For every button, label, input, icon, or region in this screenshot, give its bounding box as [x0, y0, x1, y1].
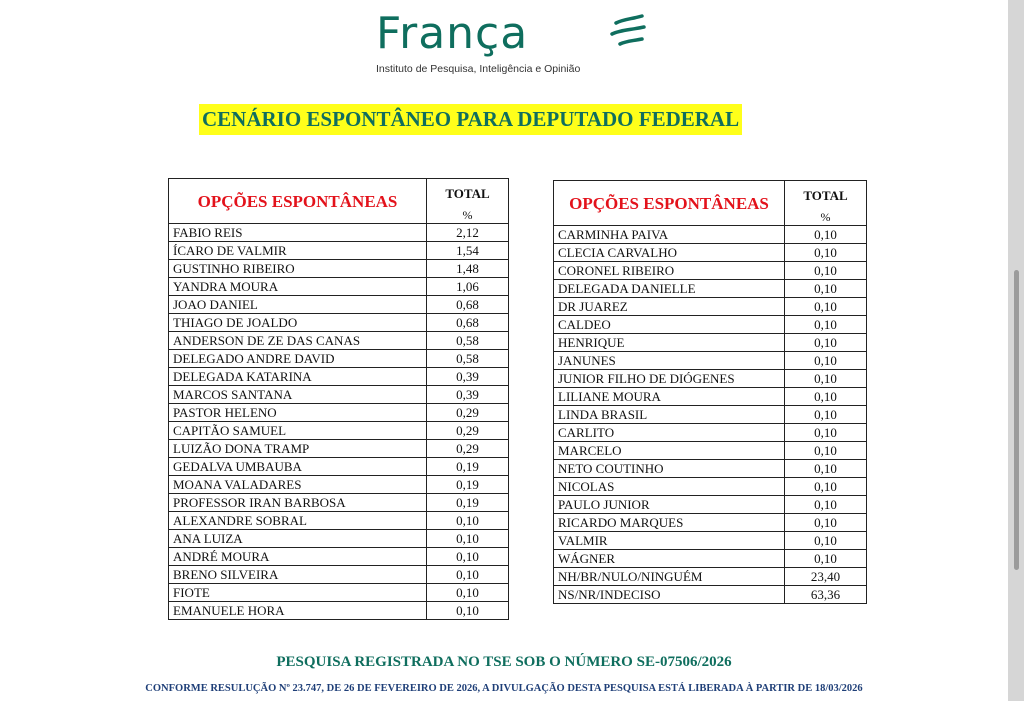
percent-value: 0,10 — [785, 352, 867, 370]
percent-value: 0,10 — [785, 550, 867, 568]
table-row — [554, 442, 867, 460]
candidate-name: CLECIA CARVALHO — [554, 244, 785, 262]
table-row — [169, 584, 509, 602]
scrollbar-thumb[interactable] — [1014, 270, 1019, 570]
table-row — [169, 440, 509, 458]
percent-value: 0,10 — [785, 244, 867, 262]
candidate-name: FABIO REIS — [169, 224, 427, 242]
logo-tagline: Instituto de Pesquisa, Inteligência e Opinião — [376, 63, 581, 75]
percent-value: 0,29 — [427, 404, 509, 422]
percent-value: 0,68 — [427, 314, 509, 332]
candidate-name: DELEGADO ANDRE DAVID — [169, 350, 427, 368]
results-table-left — [168, 178, 509, 620]
candidate-name: LILIANE MOURA — [554, 388, 785, 406]
candidate-name: MARCOS SANTANA — [169, 386, 427, 404]
percent-value: 0,29 — [427, 440, 509, 458]
percent-value: 0,10 — [785, 406, 867, 424]
candidate-name: GEDALVA UMBAUBA — [169, 458, 427, 476]
table-row — [169, 350, 509, 368]
table-row — [169, 386, 509, 404]
percent-value: 0,29 — [427, 422, 509, 440]
percent-value: 0,10 — [427, 602, 509, 620]
percent-value: 0,10 — [427, 512, 509, 530]
table-row — [169, 278, 509, 296]
table-row — [554, 496, 867, 514]
logo-mark-icon — [598, 14, 648, 50]
candidate-name: GUSTINHO RIBEIRO — [169, 260, 427, 278]
candidate-name: VALMIR — [554, 532, 785, 550]
table-row — [554, 262, 867, 280]
percent-value: 0,10 — [427, 530, 509, 548]
table-row — [554, 550, 867, 568]
table-row — [554, 514, 867, 532]
table-row — [169, 368, 509, 386]
table-row — [169, 530, 509, 548]
percent-value: 0,58 — [427, 350, 509, 368]
percent-value: 0,10 — [785, 442, 867, 460]
table-row — [169, 566, 509, 584]
vertical-scrollbar[interactable] — [1008, 0, 1024, 701]
percent-value: 63,36 — [785, 586, 867, 604]
percent-value: 0,39 — [427, 368, 509, 386]
table-row — [169, 458, 509, 476]
percent-value: 0,10 — [785, 424, 867, 442]
candidate-name: NS/NR/INDECISO — [554, 586, 785, 604]
candidate-name: LINDA BRASIL — [554, 406, 785, 424]
options-header: OPÇÕES ESPONTÂNEAS — [554, 181, 785, 226]
table-row — [554, 532, 867, 550]
candidate-name: ANDRÉ MOURA — [169, 548, 427, 566]
candidate-name: MARCELO — [554, 442, 785, 460]
table-row — [169, 260, 509, 278]
candidate-name: RICARDO MARQUES — [554, 514, 785, 532]
table-row — [554, 406, 867, 424]
table-row — [169, 494, 509, 512]
table-row — [169, 332, 509, 350]
percent-value: 0,10 — [785, 532, 867, 550]
table-row — [554, 568, 867, 586]
table-row — [169, 602, 509, 620]
candidate-name: THIAGO DE JOALDO — [169, 314, 427, 332]
percent-value: 0,10 — [785, 496, 867, 514]
total-header: TOTAL — [427, 179, 509, 208]
table-row — [554, 280, 867, 298]
percent-value: 0,10 — [785, 370, 867, 388]
table-row — [554, 388, 867, 406]
page-title: CENÁRIO ESPONTÂNEO PARA DEPUTADO FEDERAL — [199, 104, 742, 135]
candidate-name: PROFESSOR IRAN BARBOSA — [169, 494, 427, 512]
table-row — [169, 224, 509, 242]
candidate-name: PASTOR HELENO — [169, 404, 427, 422]
table-row — [169, 476, 509, 494]
table-row — [554, 334, 867, 352]
percent-value: 0,19 — [427, 476, 509, 494]
candidate-name: CORONEL RIBEIRO — [554, 262, 785, 280]
table-row — [554, 586, 867, 604]
table-row — [554, 424, 867, 442]
percent-value: 1,54 — [427, 242, 509, 260]
candidate-name: LUIZÃO DONA TRAMP — [169, 440, 427, 458]
candidate-name: DELEGADA DANIELLE — [554, 280, 785, 298]
table-row — [554, 478, 867, 496]
candidate-name: DELEGADA KATARINA — [169, 368, 427, 386]
table-row — [169, 422, 509, 440]
percent-value: 0,10 — [785, 280, 867, 298]
candidate-name: HENRIQUE — [554, 334, 785, 352]
candidate-name: DR JUAREZ — [554, 298, 785, 316]
candidate-name: YANDRA MOURA — [169, 278, 427, 296]
options-header: OPÇÕES ESPONTÂNEAS — [169, 179, 427, 224]
candidate-name: NETO COUTINHO — [554, 460, 785, 478]
table-row — [169, 404, 509, 422]
table-row — [554, 370, 867, 388]
percent-value: 1,48 — [427, 260, 509, 278]
candidate-name: JUNIOR FILHO DE DIÓGENES — [554, 370, 785, 388]
percent-value: 0,10 — [785, 298, 867, 316]
results-table-right — [553, 180, 867, 604]
franca-logo — [376, 8, 656, 80]
percent-value: 23,40 — [785, 568, 867, 586]
candidate-name: CALDEO — [554, 316, 785, 334]
candidate-name: JOAO DANIEL — [169, 296, 427, 314]
candidate-name: NICOLAS — [554, 478, 785, 496]
percent-value: 0,10 — [785, 226, 867, 244]
candidate-name: PAULO JUNIOR — [554, 496, 785, 514]
total-header: TOTAL — [785, 181, 867, 210]
table-row — [554, 244, 867, 262]
release-note: CONFORME RESULUÇÃO Nº 23.747, DE 26 DE FEVEREIRO DE 2026, A DIVULGAÇÃO DESTA PESQUISA ESTÁ LIBERADA À PARTIR DE 18/03/2026 — [145, 683, 863, 694]
candidate-name: ANDERSON DE ZE DAS CANAS — [169, 332, 427, 350]
percent-value: 0,10 — [785, 460, 867, 478]
table-row — [554, 460, 867, 478]
table-row — [554, 352, 867, 370]
table-row — [554, 298, 867, 316]
table-row — [554, 316, 867, 334]
table-row — [169, 296, 509, 314]
candidate-name: BRENO SILVEIRA — [169, 566, 427, 584]
percent-value: 0,10 — [785, 334, 867, 352]
percent-value: 0,10 — [785, 388, 867, 406]
percent-value: 0,10 — [427, 548, 509, 566]
percent-unit: % — [427, 207, 509, 224]
candidate-name: WÁGNER — [554, 550, 785, 568]
percent-value: 0,68 — [427, 296, 509, 314]
table-row — [554, 226, 867, 244]
table-row — [169, 548, 509, 566]
percent-value: 0,10 — [785, 316, 867, 334]
percent-value: 0,10 — [427, 584, 509, 602]
percent-value: 0,39 — [427, 386, 509, 404]
candidate-name: CAPITÃO SAMUEL — [169, 422, 427, 440]
percent-value: 0,58 — [427, 332, 509, 350]
candidate-name: NH/BR/NULO/NINGUÉM — [554, 568, 785, 586]
table-row — [169, 314, 509, 332]
candidate-name: ALEXANDRE SOBRAL — [169, 512, 427, 530]
logo-wordmark: França — [376, 8, 529, 59]
percent-value: 0,10 — [785, 514, 867, 532]
candidate-name: CARLITO — [554, 424, 785, 442]
candidate-name: MOANA VALADARES — [169, 476, 427, 494]
candidate-name: FIOTE — [169, 584, 427, 602]
candidate-name: CARMINHA PAIVA — [554, 226, 785, 244]
table-row — [169, 512, 509, 530]
table-row — [169, 242, 509, 260]
percent-value: 0,19 — [427, 494, 509, 512]
percent-value: 2,12 — [427, 224, 509, 242]
percent-value: 1,06 — [427, 278, 509, 296]
candidate-name: EMANUELE HORA — [169, 602, 427, 620]
candidate-name: ANA LUIZA — [169, 530, 427, 548]
candidate-name: JANUNES — [554, 352, 785, 370]
percent-value: 0,10 — [785, 478, 867, 496]
percent-value: 0,10 — [785, 262, 867, 280]
percent-unit: % — [785, 209, 867, 226]
registration-note: PESQUISA REGISTRADA NO TSE SOB O NÚMERO SE-07506/2026 — [276, 654, 732, 670]
percent-value: 0,10 — [427, 566, 509, 584]
percent-value: 0,19 — [427, 458, 509, 476]
candidate-name: ÍCARO DE VALMIR — [169, 242, 427, 260]
